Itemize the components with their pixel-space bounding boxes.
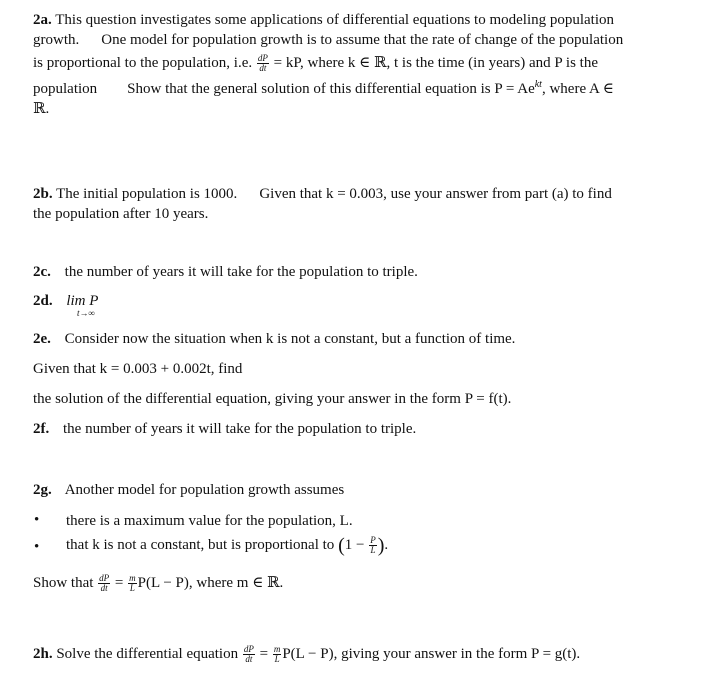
question-text: One model for population growth is to assume that the rate of change of the population: [101, 32, 624, 48]
question-text: the solution of the differential equation, giving your answer in the form P = f(t).: [33, 391, 512, 407]
question-2h: 2h. Solve the differential equation $\frac{dP}{dt}$ = $\frac{m}{L}$ P(L − P), giving your answer in the form P = g(t).: [33, 644, 581, 665]
question-text: The initial population is 1000.: [56, 186, 238, 202]
fraction-m-l: $\frac{m}{L}$: [129, 573, 136, 594]
question-text: = kP, where k ∈ ℝ, t is the time (in years) and P is the: [273, 55, 598, 71]
fraction-dp-dt: $\frac{dP}{dt}$: [99, 573, 110, 594]
fraction-dp-dt: $\frac{dP}{dt}$: [257, 53, 268, 74]
question-number: 2g.: [33, 482, 52, 498]
question-number: 2h.: [33, 646, 53, 662]
question-2g: [33, 480, 344, 500]
question-text: the number of years it will take for the population to triple.: [63, 421, 417, 437]
question-text: Another model for population growth assumes: [64, 482, 345, 498]
question-text: This question investigates some applications of differential equations to modeling population: [55, 12, 615, 28]
question-number: 2a.: [33, 12, 52, 28]
question-text: ℝ.: [33, 101, 50, 118]
limit-subscript: t→∞: [77, 308, 95, 318]
question-number: 2d.: [33, 293, 53, 309]
question-text: Given that k = 0.003, use your answer from part (a) to find: [259, 186, 612, 202]
fraction-m-l: $\frac{m}{L}$: [273, 644, 281, 665]
question-text: the number of years it will take for the population to triple.: [64, 264, 418, 280]
question-text: the population after 10 years.: [33, 206, 209, 222]
fraction-dp-dt: $\frac{dP}{dt}$: [243, 644, 254, 665]
list-item: that k is not a constant, but is proportional to (1 − $\frac{P}{L}$ ).: [66, 534, 389, 557]
fraction-p-l: $\frac{P}{L}$: [370, 535, 376, 556]
question-text: Show that the general solution of this differential equation is P = Ae: [127, 81, 535, 98]
question-2a: 2a. This question investigates some applications of differential equations to modeling population growth. One model for population growth is to assume that the rate of change of the population is proportional to the population, i.e. $\frac{dP}{dt}$ = kP, where k ∈ ℝ, t is the time (in years) and P is the population Show that the general solution of this differential equation is $P = Ae^{kt}$, where A ∈ ℝ.: [33, 10, 698, 119]
list-item: there is a maximum value for the population, L.: [66, 513, 353, 529]
question-2b: [33, 184, 698, 224]
question-2e: [33, 329, 698, 409]
show-that-line: Show that $\frac{dP}{dt}$ = $\frac{m}{L}$ P(L − P), where m ∈ ℝ.: [33, 573, 284, 594]
question-number: 2b.: [33, 186, 53, 202]
question-text: , where A ∈: [541, 81, 614, 98]
question-number: 2c.: [33, 264, 51, 280]
question-text: growth.: [33, 32, 80, 48]
limit-expression: lim P: [66, 293, 99, 309]
question-2f: [33, 419, 416, 439]
bullet-dot: •: [34, 512, 40, 528]
question-number: 2f.: [33, 421, 50, 437]
question-text: population: [33, 81, 98, 98]
question-2c: [33, 262, 418, 282]
question-text: Consider now the situation when k is not a constant, but a function of time.: [64, 331, 516, 347]
question-number: 2e.: [33, 331, 51, 347]
question-text: Given that k = 0.003 + 0.002t, find: [33, 361, 243, 377]
question-text: is proportional to the population, i.e.: [33, 55, 253, 71]
bullet-dot: •: [34, 539, 40, 555]
